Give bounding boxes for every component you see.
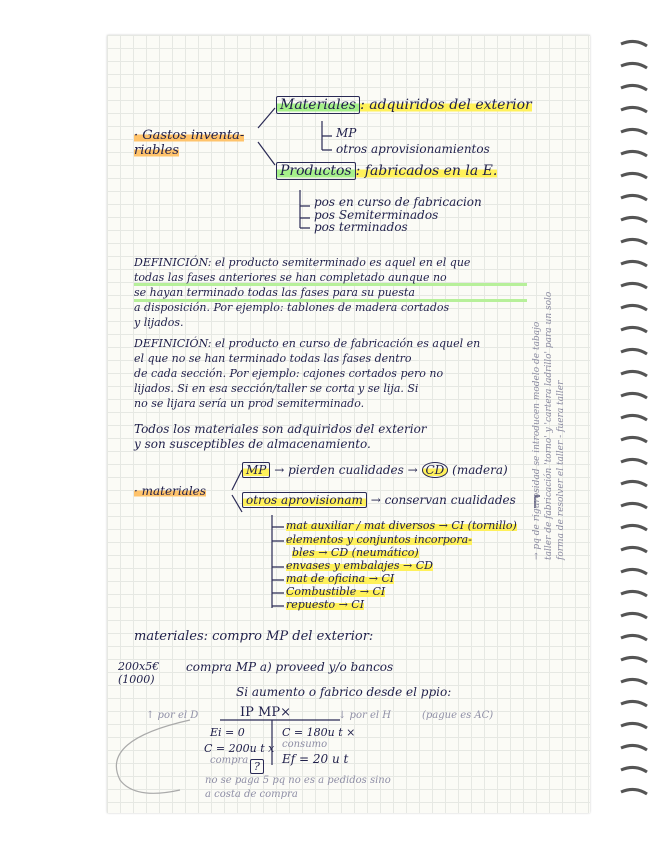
pos-item: pos terminados [314,220,408,234]
cd-circle: CD [422,462,449,478]
ledger-ef: Ef = 20 u t [282,752,349,766]
pos-item: pos en curso de fabricacion [314,195,482,209]
gastos-label: · Gastos inventa- riables [134,128,245,158]
otros-aprov-item: otros aprovisionamientos [336,142,490,156]
definicion-line: se hayan terminado todas las fases para su puesta [134,286,415,299]
ledger-c-right-sub: consumo [282,739,328,750]
productos-row: Productos : fabricados en la E. [276,163,497,179]
definicion-line: DEFINICIÓN: el producto semiterminado es aquel en el que [134,256,471,269]
definicion-line: y lijados. [134,316,184,329]
materiales-label: · materiales [134,484,206,498]
ledger-title: IP MP× [240,705,291,720]
ledger-page-note: (pague es AC) [422,710,494,721]
compra-heading: materiales: compro MP del exterior: [134,629,374,644]
otros-row: otros aprovisionam → conservan cualidades [242,493,516,507]
compra-option-b: Si aumento o fabrico desde el ppio: [236,685,452,699]
definicion-line: no se lijara sería un prod semiterminado. [134,397,365,410]
definicion-line: lijados. Si en esa sección/taller se corta y se lija. Si [134,382,419,395]
materiales-row: Materiales : adquiridos del exterior [276,97,532,113]
ledger-c-left: C = 200u t x [204,742,275,755]
side-note: → pq de rigurosidad se introducen modelo de tabajo taller de fabricación 'torno' y 'cartera ladrillo' para un solo forma de resolver el taller - fuera taller [532,291,566,560]
materiales-item: mat auxiliar / mat diversos → CI (tornillo) [286,519,517,532]
ledger-left-note: ↑ por el D [146,710,199,721]
materiales-box: Materiales [276,96,360,114]
ledger-question: ? [250,760,264,773]
definicion-line: a disposición. Por ejemplo: tablones de madera cortados [134,301,450,314]
materiales-item: repuesto → CI [286,598,365,611]
compra-option-a: compra MP a) proveed y/o bancos [186,660,394,674]
todos-line: y son susceptibles de almacenamiento. [134,437,371,451]
productos-box: Productos [276,162,356,180]
materiales-item: mat de oficina → CI [286,572,395,585]
definicion-line: el que no se han terminado todas las fases dentro [134,352,412,365]
mp-box: MP [242,462,270,478]
materiales-item: bles → CD (neumático) [292,546,419,559]
ledger-ei: Ei = 0 [210,726,245,739]
definicion-line: todas las fases anteriores se han completado aunque no [134,271,447,284]
footnote-line: a costa de compra [205,789,298,800]
ledger-c-left-sub: compra [210,755,249,766]
mp-item: MP [336,126,357,140]
definicion-line: DEFINICIÓN: el producto en curso de fabricación es aquel en [134,337,481,350]
footnote-line: no se paga 5 pq no es a pedidos sino [205,775,391,786]
materiales-item: Combustible → CI [286,585,386,598]
pos-item: pos Semiterminados [314,208,439,222]
mp-row: MP → pierden cualidades → CD (madera) [242,463,508,477]
otros-box: otros aprovisionam [242,492,367,508]
compra-left-total: (1000) [118,673,155,686]
compra-left-amount: 200x5€ [118,660,160,673]
todos-line: Todos los materiales son adquiridos del exterior [134,422,427,436]
materiales-item: envases y embalajes → CD [286,559,434,572]
definicion-line: de cada sección. Por ejemplo: cajones cortados pero no [134,367,444,380]
materiales-item: elementos y conjuntos incorpora- [286,533,472,546]
ledger-right-note: ↓ por el H [338,710,391,721]
ledger-c-right: C = 180u t × [282,726,356,739]
